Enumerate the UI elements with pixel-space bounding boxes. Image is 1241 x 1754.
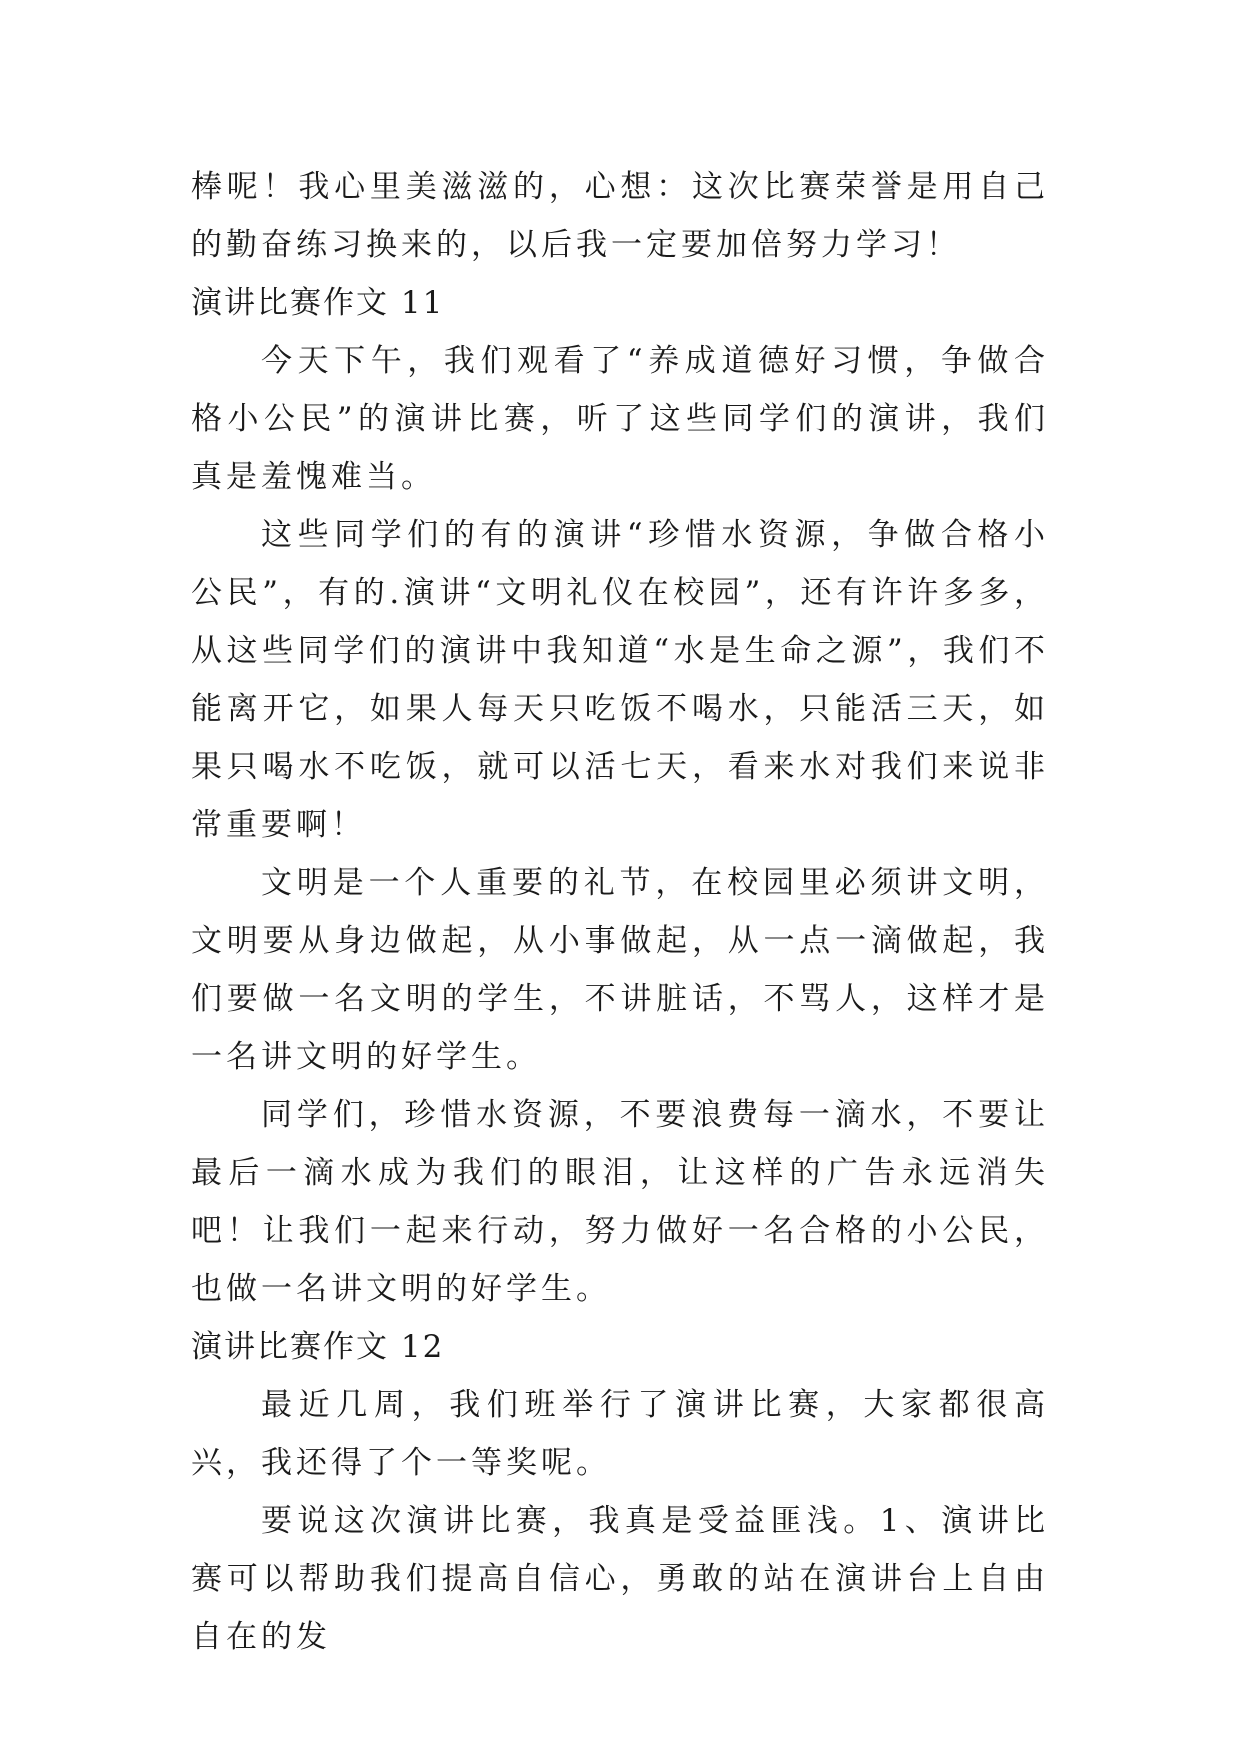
- paragraph: 要说这次演讲比赛，我真是受益匪浅。1、演讲比赛可以帮助我们提高自信心，勇敢的站在演讲台上自由自在的发: [191, 1503, 1049, 1655]
- paragraph: 今天下午，我们观看了“养成道德好习惯，争做合格小公民”的演讲比赛，听了这些同学们的演讲，我们真是羞愧难当。: [191, 343, 1049, 495]
- paragraph-continuation: 棒呢！我心里美滋滋的，心想：这次比赛荣誉是用自己的勤奋练习换来的，以后我一定要加倍努力学习！: [191, 169, 1049, 263]
- paragraph: 这些同学们的有的演讲“珍惜水资源，争做合格小公民”，有的.演讲“文明礼仪在校园”，还有许许多多，从这些同学们的演讲中我知道“水是生命之源”，我们不能离开它，如果人每天只吃饭不喝水，只能活三天，如果只喝水不吃饭，就可以活七天，看来水对我们来说非常重要啊！: [191, 517, 1049, 843]
- document-body: [191, 158, 1049, 1666]
- paragraph: 最近几周，我们班举行了演讲比赛，大家都很高兴，我还得了个一等奖呢。: [191, 1387, 1049, 1481]
- paragraph: 同学们，珍惜水资源，不要浪费每一滴水，不要让最后一滴水成为我们的眼泪，让这样的广告永远消失吧！让我们一起来行动，努力做好一名合格的小公民，也做一名讲文明的好学生。: [191, 1097, 1049, 1307]
- section-heading-12: 演讲比赛作文 12: [191, 1329, 445, 1365]
- paragraph: 文明是一个人重要的礼节，在校园里必须讲文明，文明要从身边做起，从小事做起，从一点一滴做起，我们要做一名文明的学生，不讲脏话，不骂人，这样才是一名讲文明的好学生。: [191, 865, 1049, 1075]
- section-heading-11: 演讲比赛作文 11: [191, 285, 445, 321]
